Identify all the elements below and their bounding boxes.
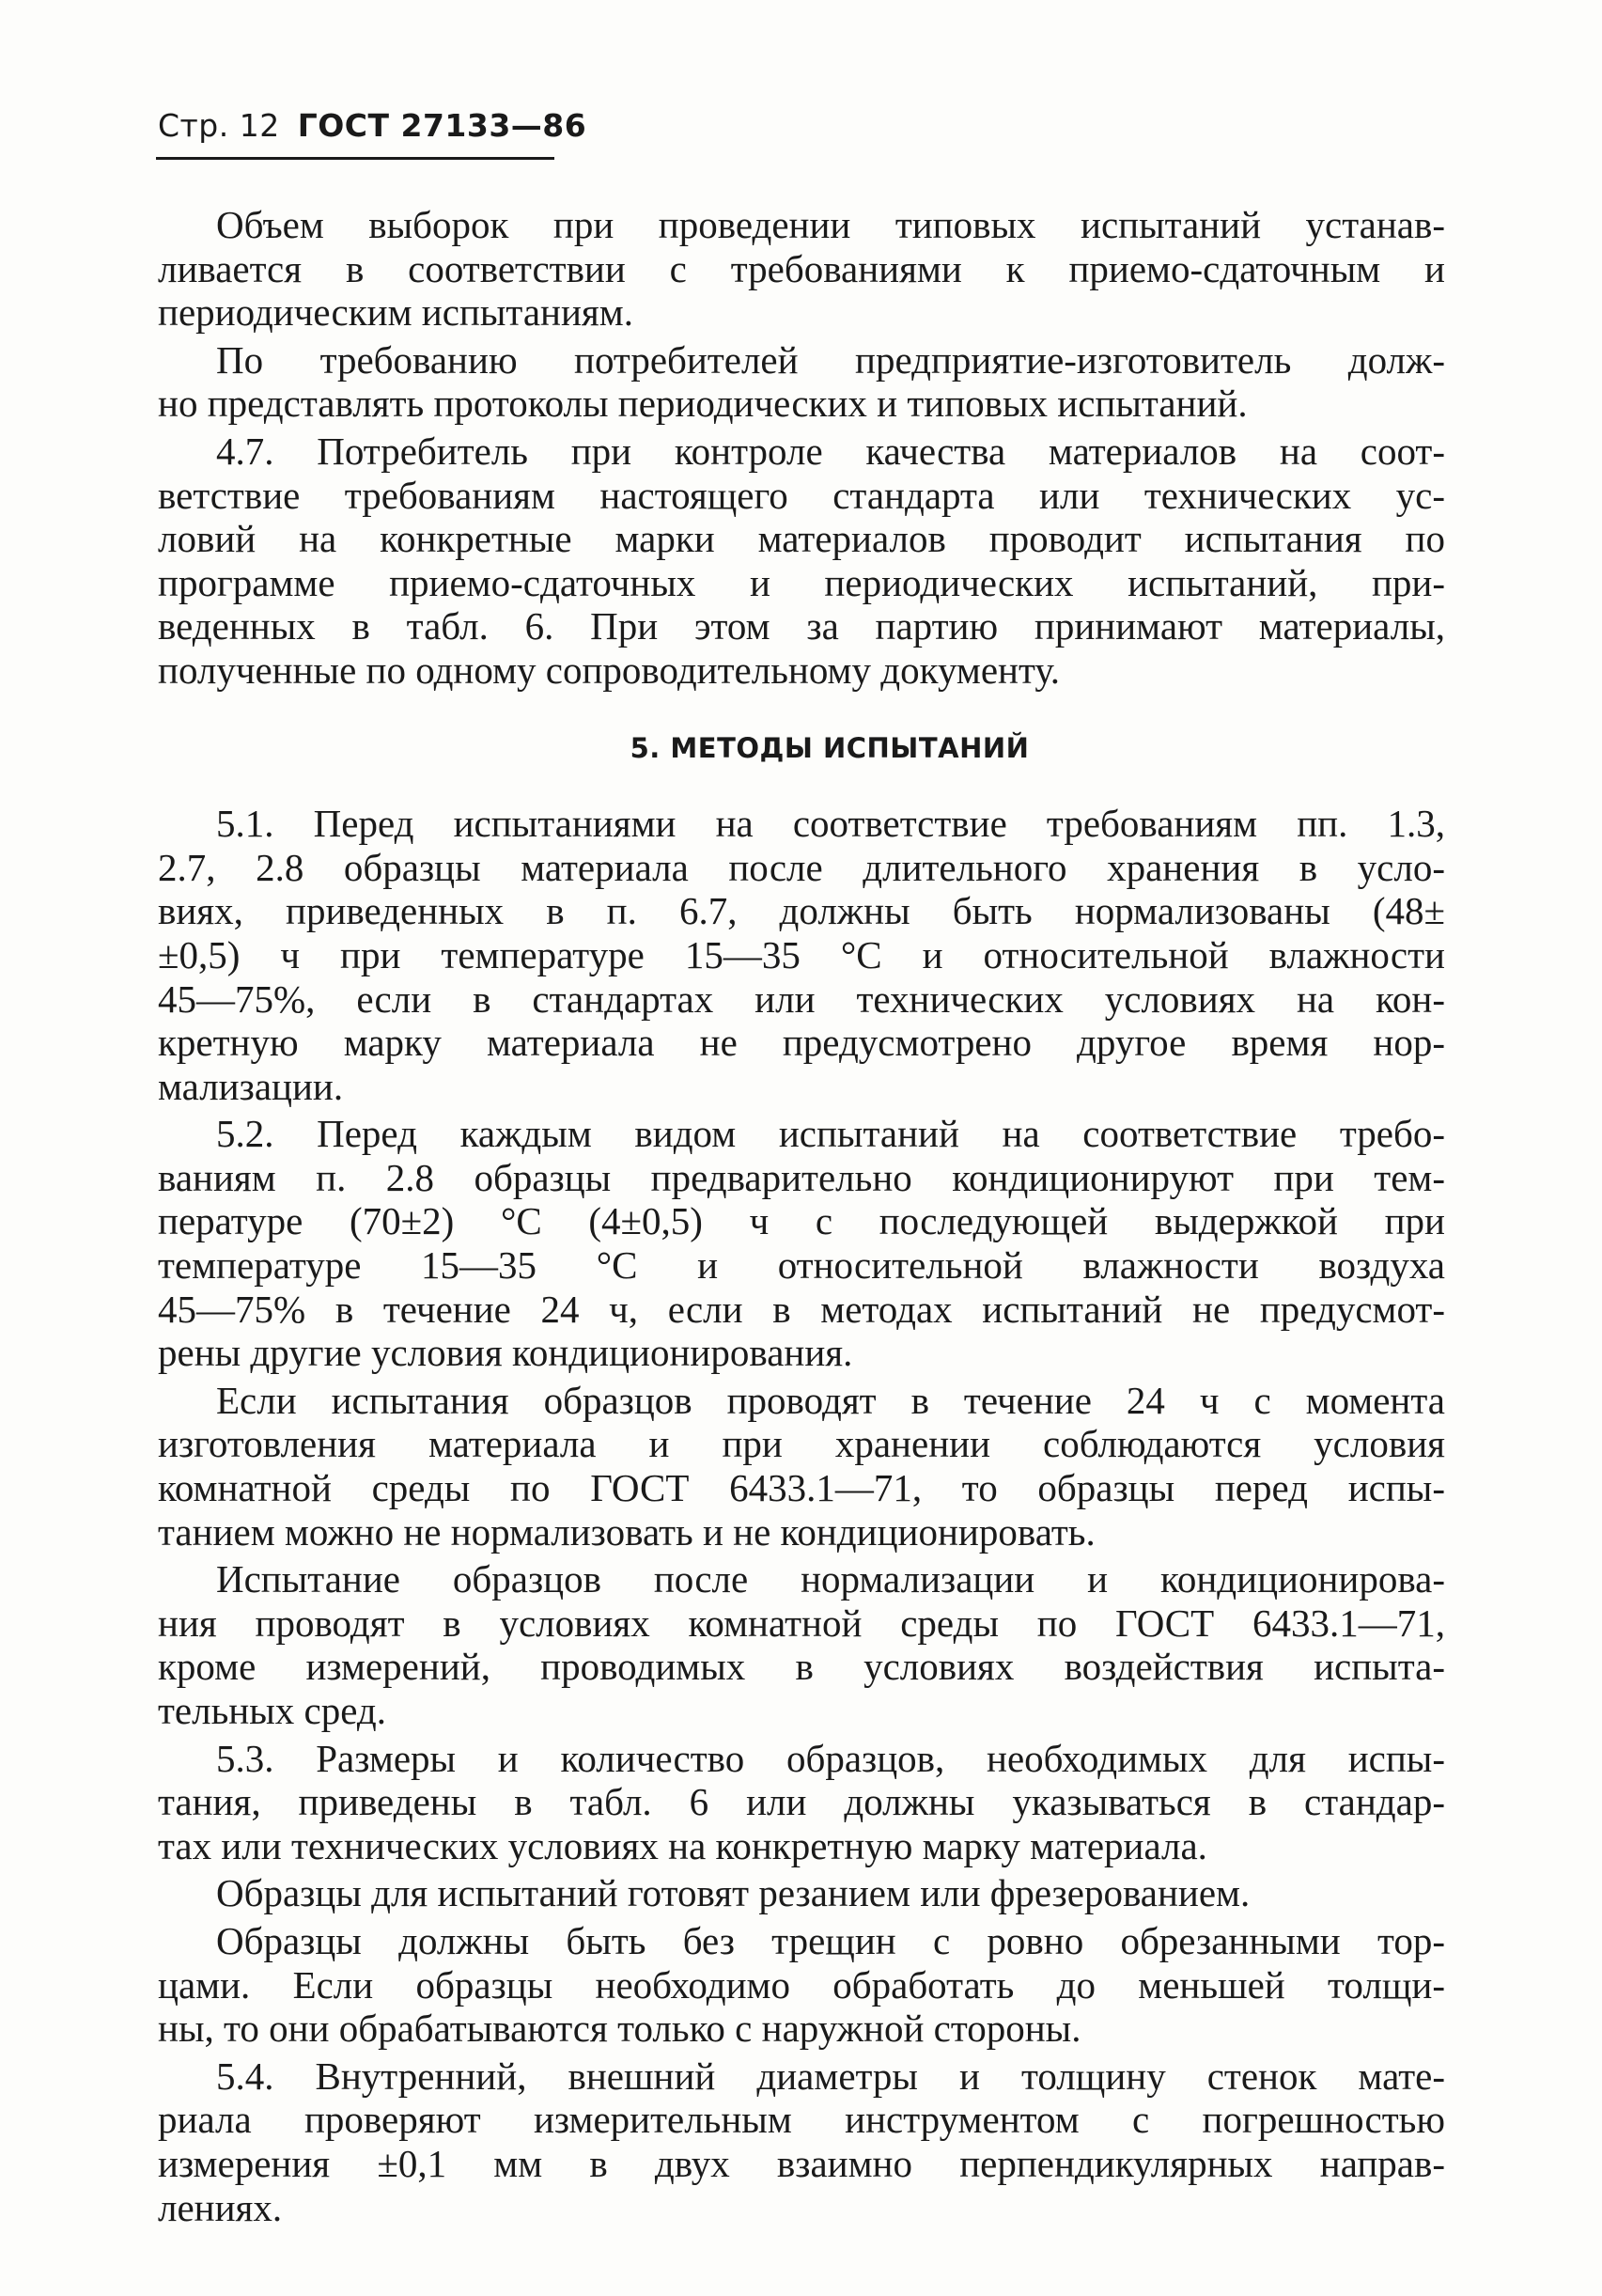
text-line: ливается в соответствии с требованиями к приемо-сдаточным и bbox=[158, 246, 1445, 290]
paragraph bbox=[158, 338, 1445, 426]
text-line: рены другие условия кондиционирования. bbox=[158, 1331, 853, 1375]
standard-identifier: ГОСТ 27133—86 bbox=[297, 107, 587, 144]
text-line: изготовления материала и при хранении соблюдаются условия bbox=[158, 1422, 1445, 1466]
text-line: 5.1. Перед испытаниями на соответствие требованиям пп. 1.3, bbox=[216, 802, 1445, 846]
text-line: 5.3. Размеры и количество образцов, необходимых для испы- bbox=[216, 1736, 1445, 1780]
text-line: ветствие требованиям настоящего стандарта или технических ус- bbox=[158, 473, 1445, 517]
text-line: тельных сред. bbox=[158, 1689, 386, 1732]
text-line: Испытание образцов после нормализации и кондиционирова- bbox=[216, 1557, 1445, 1601]
text-line: Образцы для испытаний готовят резанием или фрезерованием. bbox=[216, 1871, 1251, 1915]
paragraph bbox=[158, 1112, 1445, 1375]
text-line: Объем выборок при проведении типовых испытаний устанав- bbox=[216, 203, 1445, 246]
paragraph bbox=[158, 1379, 1445, 1554]
text-line: но представлять протоколы периодических и типовых испытаний. bbox=[158, 382, 1248, 426]
text-line: температуре 15—35 °С и относительной влажности воздуха bbox=[158, 1243, 1445, 1288]
body-text bbox=[158, 203, 1445, 2233]
text-line: По требованию потребителей предприятие-изготовитель долж- bbox=[216, 337, 1445, 382]
header-rule bbox=[156, 157, 554, 160]
text-line: веденных в табл. 6. При этом за партию принимают материалы, bbox=[158, 604, 1445, 648]
text-line: тах или технических условиях на конкретную марку материала. bbox=[158, 1823, 1207, 1867]
paragraph bbox=[158, 1919, 1445, 2051]
text-line: Образцы должны быть без трещин с ровно обрезанными тор- bbox=[216, 1918, 1445, 1962]
text-line: полученные по одному сопроводительному документу. bbox=[158, 648, 1061, 692]
text-line: измерения ±0,1 мм в двух взаимно перпендикулярных направ- bbox=[158, 2141, 1445, 2185]
text-line: мализации. bbox=[158, 1064, 344, 1108]
paragraph bbox=[158, 203, 1445, 335]
paragraphs-after-section bbox=[158, 802, 1445, 2229]
text-line: пературе (70±2) °С (4±0,5) ч с последующей выдержкой при bbox=[158, 1199, 1445, 1243]
text-line: программе приемо-сдаточных и периодических испытаний, при- bbox=[158, 560, 1445, 604]
text-line: ны, то они обрабатываются только с наружной стороны. bbox=[158, 2007, 1081, 2051]
paragraph bbox=[158, 430, 1445, 693]
paragraph bbox=[158, 1737, 1445, 1868]
text-line: тания, приведены в табл. 6 или должны указываться в стандар- bbox=[158, 1780, 1445, 1824]
text-line: кретную марку материала не предусмотрено другое время нор- bbox=[158, 1021, 1445, 1065]
section-title: 5. МЕТОДЫ ИСПЫТАНИЙ bbox=[630, 731, 1030, 764]
text-line: комнатной среды по ГОСТ 6433.1—71, то образцы перед испы- bbox=[158, 1466, 1445, 1510]
text-line: риала проверяют измерительным инструментом с погрешностью bbox=[158, 2098, 1445, 2142]
page-number-label: Стр. 12 bbox=[158, 107, 280, 144]
text-line: ваниям п. 2.8 образцы предварительно кондиционируют при тем- bbox=[158, 1155, 1445, 1199]
text-line: 5.2. Перед каждым видом испытаний на соответствие требо- bbox=[216, 1112, 1445, 1156]
text-line: 2.7, 2.8 образцы материала после длительного хранения в усло- bbox=[158, 845, 1445, 889]
text-line: цами. Если образцы необходимо обработать до меньшей толщи- bbox=[158, 1962, 1445, 2007]
text-line: виях, приведенных в п. 6.7, должны быть нормализованы (48± bbox=[158, 889, 1445, 933]
text-line: ±0,5) ч при температуре 15—35 °С и относительной влажности bbox=[158, 932, 1445, 976]
paragraph bbox=[158, 1557, 1445, 1732]
text-line: Если испытания образцов проводят в течение 24 ч с момента bbox=[216, 1378, 1445, 1422]
paragraphs-before-section bbox=[158, 203, 1445, 693]
page-header bbox=[158, 107, 586, 144]
text-line: 4.7. Потребитель при контроле качества материалов на соот- bbox=[216, 429, 1445, 473]
text-line: 45—75% в течение 24 ч, если в методах испытаний не предусмот- bbox=[158, 1287, 1445, 1331]
paragraph bbox=[158, 802, 1445, 1108]
text-line: ловий на конкретные марки материалов проводит испытания по bbox=[158, 517, 1445, 561]
text-line: танием можно не нормализовать и не кондиционировать. bbox=[158, 1509, 1096, 1554]
text-line: ния проводят в условиях комнатной среды по ГОСТ 6433.1—71, bbox=[158, 1601, 1445, 1645]
paragraph bbox=[158, 2054, 1445, 2229]
text-line: периодическим испытаниям. bbox=[158, 290, 633, 335]
text-line: 45—75%, если в стандартах или технических условиях на кон- bbox=[158, 976, 1445, 1021]
text-line: кроме измерений, проводимых в условиях воздействия испыта- bbox=[158, 1645, 1445, 1689]
paragraph bbox=[158, 1871, 1445, 1915]
text-line: лениях. bbox=[158, 2185, 283, 2229]
text-line: 5.4. Внутренний, внешний диаметры и толщину стенок мате- bbox=[216, 2054, 1445, 2098]
